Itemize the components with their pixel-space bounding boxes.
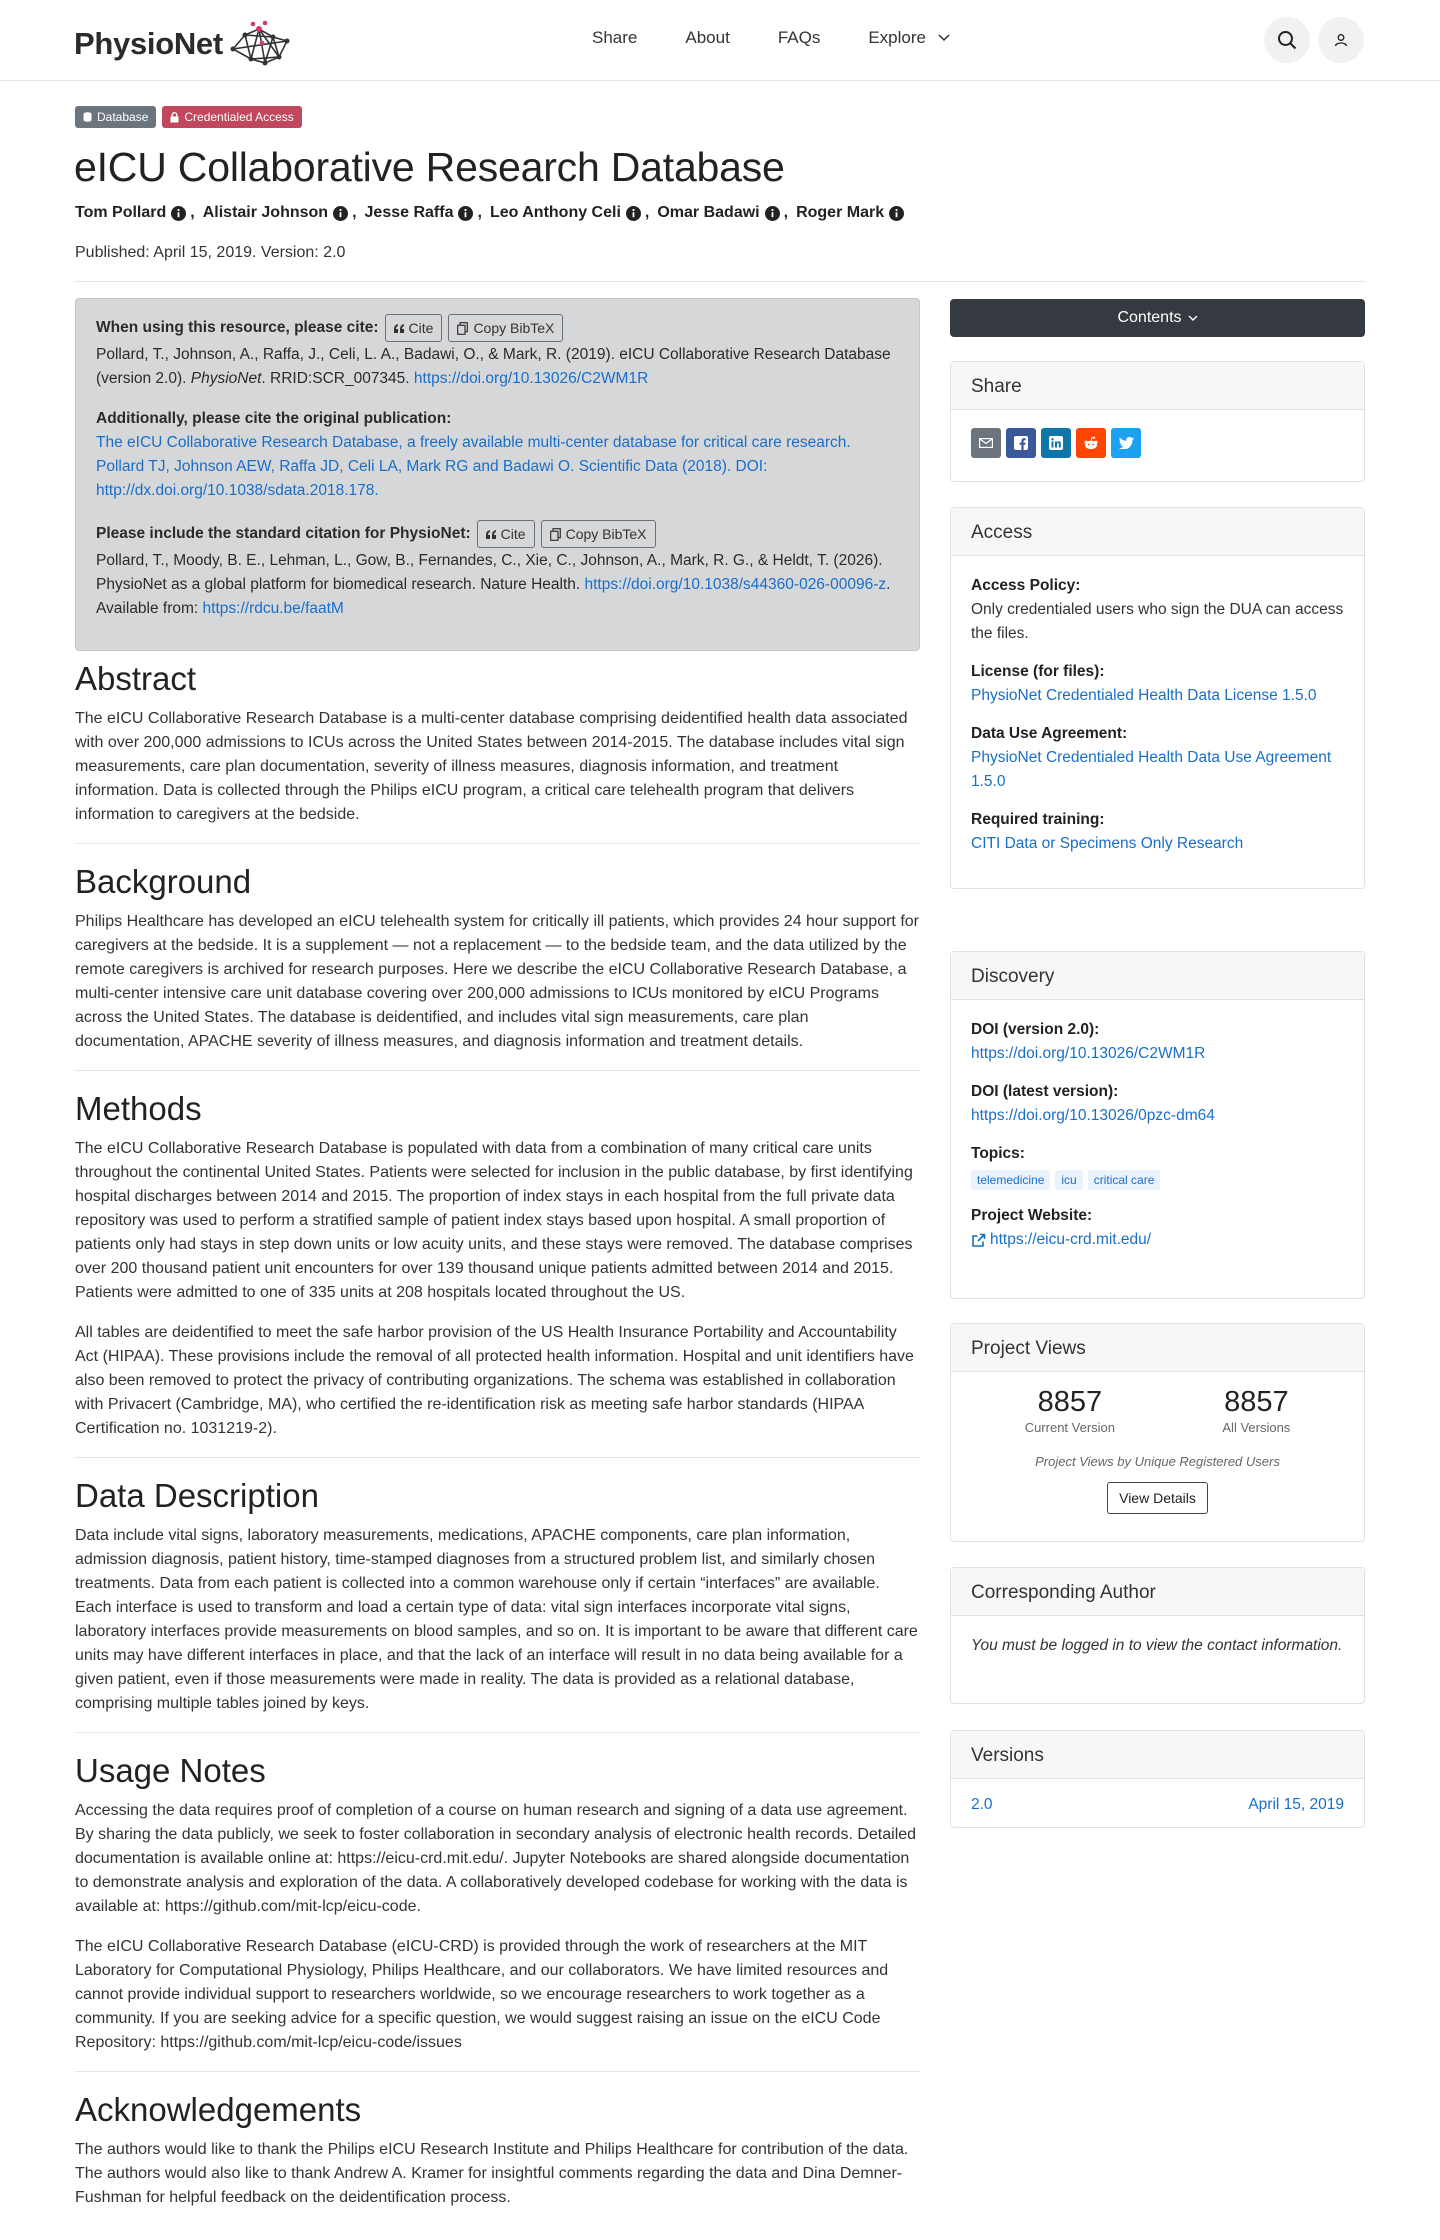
- background-heading: Background: [75, 863, 252, 900]
- cite-button-label: Cite: [500, 526, 526, 542]
- nav-about[interactable]: About: [685, 28, 730, 47]
- data-description-section: [75, 1477, 920, 1716]
- physionet-network-logo-icon: [229, 19, 293, 69]
- views-stats: [971, 1386, 1344, 1440]
- nav-explore[interactable]: [868, 28, 950, 48]
- current-views-count: 8857: [1037, 1386, 1103, 1418]
- background-text: Philips Healthcare has developed an eICU telehealth system for critically ill patients, which provides 24 hour support for caregivers at the bedside. It is a supplement — not a replacement — to the bedside team, and the data utilized by the remote caregivers is archived for research purposes. Here we describe the eICU Collaborative Research Database, a multi-center intensive care unit database covering over 200,000 admissions to ICUs monitored by eICU Programs across the United States. The database is deidentified, and includes vital sign measurements, care plan documentation, APACHE severity of illness measures, and diagnosis information and treatment details.: [75, 913, 919, 1050]
- copy-icon: [457, 322, 468, 335]
- share-twitter-button[interactable]: [1111, 428, 1141, 458]
- copy-bibtex-button[interactable]: [448, 314, 563, 342]
- discovery-card-title: Discovery: [951, 952, 1364, 1000]
- chevron-down-icon: [1188, 315, 1198, 322]
- views-note: Project Views by Unique Registered Users: [1035, 1454, 1280, 1469]
- twitter-icon: [1119, 437, 1134, 449]
- database-badge: [75, 106, 156, 128]
- share-email-button[interactable]: [971, 428, 1001, 458]
- credentialed-access-badge: [162, 106, 301, 128]
- quote-icon: [394, 324, 404, 333]
- page-title: eICU Collaborative Research Database: [74, 144, 785, 190]
- license-info: [971, 660, 1344, 708]
- doi-version-label: DOI (version 2.0):: [971, 1021, 1100, 1038]
- cite-button-label: Cite: [408, 320, 434, 336]
- data-description-heading: Data Description: [75, 1477, 319, 1514]
- copy-bibtex-button[interactable]: [541, 520, 656, 548]
- info-icon[interactable]: [626, 206, 641, 221]
- methods-heading: Methods: [75, 1090, 202, 1127]
- nav-faqs[interactable]: FAQs: [777, 28, 821, 47]
- linkedin-icon: [1049, 436, 1063, 450]
- nav-share[interactable]: Share: [592, 28, 638, 47]
- corresponding-author-title: Corresponding Author: [951, 1568, 1364, 1616]
- info-icon[interactable]: [333, 206, 348, 221]
- training-label: Required training:: [971, 811, 1105, 828]
- original-publication-link[interactable]: The eICU Collaborative Research Database, a freely available multi-center database for critical care research. Pollard TJ, Johnson AEW, Raffa JD, Celi LA, Mark RG and Badawi O. Scientific Data (2018). DOI: http://dx.doi.org/10.1038/sdata.2018.178.: [96, 434, 851, 499]
- search-button[interactable]: [1264, 17, 1310, 63]
- author-name: Tom Pollard: [75, 204, 167, 221]
- info-icon[interactable]: [171, 206, 186, 221]
- topics-info: [971, 1142, 1344, 1190]
- share-reddit-button[interactable]: [1076, 428, 1106, 458]
- citation-text-part: Pollard, T., Johnson, A., Raffa, J., Celi, L. A., Badawi, O., & Mark, R. (2019). eICU Collaborative Research Database (version 2.0).: [96, 346, 891, 387]
- login-required-note: You must be logged in to view the contact information.: [971, 1637, 1343, 1654]
- reddit-icon: [1083, 436, 1099, 450]
- training-link[interactable]: CITI Data or Specimens Only Research: [971, 835, 1244, 852]
- project-views-card: [950, 1323, 1365, 1542]
- available-from-text: . Available from:: [96, 576, 891, 617]
- project-website-url: https://eicu-crd.mit.edu/: [990, 1231, 1152, 1248]
- acknowledgements-text: The authors would like to thank the Philips eICU Research Institute and Philips Healthcare for contribution of the data. The authors would also like to thank Andrew A. Kramer for insightful comments regarding the data and Dina Demner-Fushman for helpful feedback on the deidentification process.: [75, 2141, 909, 2206]
- doi-latest-link[interactable]: https://doi.org/10.13026/0pzc-dm64: [971, 1107, 1215, 1124]
- info-icon[interactable]: [458, 206, 473, 221]
- contents-label: Contents: [1117, 309, 1182, 326]
- author-item[interactable]: [657, 204, 779, 222]
- all-views-label: All Versions: [1222, 1420, 1291, 1435]
- author-name: Jesse Raffa: [364, 204, 454, 221]
- citation-box: [75, 298, 920, 651]
- author-item[interactable]: [796, 204, 904, 222]
- author-name: Roger Mark: [796, 204, 885, 221]
- author-item[interactable]: [490, 204, 641, 222]
- share-linkedin-button[interactable]: [1041, 428, 1071, 458]
- version-number: 2.0: [971, 1796, 993, 1813]
- cite-header: [96, 313, 899, 343]
- website-info: [971, 1204, 1344, 1252]
- standard-citation-rdcu-link[interactable]: https://rdcu.be/faatM: [202, 600, 344, 617]
- website-label: Project Website:: [971, 1207, 1093, 1224]
- navbar: [0, 0, 1440, 81]
- author-item[interactable]: [75, 204, 186, 222]
- author-item[interactable]: [365, 204, 474, 222]
- doi-latest-info: [971, 1080, 1344, 1128]
- copy-bibtex-label: Copy BibTeX: [565, 526, 647, 542]
- external-link-icon: [971, 1233, 986, 1248]
- author-name: Alistair Johnson: [202, 204, 329, 221]
- abstract-section: [75, 660, 920, 827]
- standard-citation-doi-link[interactable]: https://doi.org/10.1038/s44360-026-00096-z: [584, 576, 887, 593]
- facebook-icon: [1014, 436, 1028, 450]
- share-facebook-button[interactable]: [1006, 428, 1036, 458]
- author-item[interactable]: [203, 204, 348, 222]
- standard-citation-part: Pollard, T., Moody, B. E., Lehman, L., Gow, B., Fernandes, C., Xie, C., Johnson, A., Mark, R. G., & Heldt, T. (2026). PhysioNet as a global platform for biomedical research. Nature Health.: [96, 552, 883, 593]
- database-badge-label: Database: [97, 110, 149, 124]
- citation-journal: PhysioNet: [190, 370, 262, 387]
- dua-label: Data Use Agreement:: [971, 725, 1128, 742]
- all-versions-views: [1222, 1386, 1291, 1440]
- nav-explore-label: Explore: [868, 28, 926, 47]
- user-icon: [1334, 33, 1348, 47]
- all-views-count: 8857: [1224, 1386, 1289, 1418]
- background-section: [75, 863, 920, 1054]
- discovery-card: [950, 951, 1365, 1299]
- database-icon: [83, 112, 92, 122]
- abstract-text: The eICU Collaborative Research Database is a multi-center database comprising deidentified health data associated with over 200,000 admissions to ICUs across the United States between 2014-2015. The database includes vital sign measurements, care plan documentation, severity of illness measures, diagnosis information, and treatment information. Data is collected through the Philips eICU program, a critical care telehealth program that delivers information to caregivers at the bedside.: [75, 710, 908, 823]
- methods-section: [75, 1090, 920, 1441]
- divider: [75, 1732, 920, 1733]
- author-list: Tom Pollard , Alistair Johnson , Jesse Raffa , Leo Anthony Celi , Omar Badawi , Roger Mark: [75, 204, 904, 222]
- topic-list: [971, 1170, 1344, 1190]
- acknowledgements-section: [75, 2091, 920, 2210]
- citation-rrid: . RRID:SCR_007345.: [261, 370, 414, 387]
- data-description-text: Data include vital signs, laboratory measurements, medications, APACHE components, care plan information, admission diagnosis, patient history, time-stamped diagnoses from a structured problem list, and similarly chosen treatments. Data from each patient is collected into a common warehouse only if certain “interfaces” are available. Each interface is used to transform and load a certain type of data: vital sign interfaces incorporate vital signs, laboratory interfaces provide measurements on blood samples, and so on. It is important to be aware that different care units may have different interfaces in place, and that the lack of an interface will result in no data being available for a given patient, even if those measurements were made in reality. The data is provided as a relational database, comprising multiple tables joined by keys.: [75, 1527, 918, 1712]
- doi-version-link[interactable]: https://doi.org/10.13026/C2WM1R: [971, 1045, 1206, 1062]
- license-link[interactable]: PhysioNet Credentialed Health Data License 1.5.0: [971, 687, 1317, 704]
- cite-button[interactable]: [477, 520, 535, 548]
- usage-notes-text: Accessing the data requires proof of completion of a course on human research and signing of a data use agreement. By sharing the data publicly, we seek to foster collaboration in secondary analysis of electronic health records. Detailed documentation is available online at: https://eicu-crd.mit.edu/. Jupyter Notebooks are shared alongside documentation to demonstrate analysis and exploration of the data. A collaboratively developed codebase for working with the data is available at: https://github.com/mit-lcp/eicu-code.: [75, 1802, 917, 1915]
- topic-tag[interactable]: critical care: [1088, 1170, 1161, 1190]
- standard-citation-header: [96, 519, 899, 549]
- main-nav: [592, 28, 998, 48]
- info-icon[interactable]: [765, 206, 780, 221]
- versions-card: [950, 1730, 1365, 1828]
- brand-name: PhysioNet: [74, 26, 223, 61]
- author-name: Leo Anthony Celi: [489, 204, 621, 221]
- access-policy-text: Only credentialed users who sign the DUA can access the files.: [971, 601, 1344, 642]
- citation-doi-link[interactable]: https://doi.org/10.13026/C2WM1R: [413, 370, 649, 387]
- access-policy-label: Access Policy:: [971, 577, 1081, 594]
- lock-icon: [170, 112, 179, 123]
- credentialed-badge-label: Credentialed Access: [184, 110, 294, 124]
- current-views-label: Current Version: [1024, 1420, 1116, 1435]
- search-icon: [1277, 30, 1297, 50]
- abstract-heading: Abstract: [75, 660, 197, 697]
- dua-info: [971, 722, 1344, 794]
- standard-citation-label: Please include the standard citation for PhysioNet:: [96, 525, 471, 542]
- access-policy: [971, 574, 1344, 646]
- divider: [75, 843, 920, 844]
- doi-version-info: [971, 1018, 1344, 1066]
- project-views-title: Project Views: [951, 1324, 1364, 1372]
- cite-button[interactable]: [385, 314, 443, 342]
- cite-label: When using this resource, please cite:: [96, 319, 379, 336]
- share-card-title: Share: [951, 362, 1364, 410]
- access-card-title: Access: [951, 508, 1364, 556]
- license-label: License (for files):: [971, 663, 1105, 680]
- methods-text: All tables are deidentified to meet the safe harbor provision of the US Health Insurance Portability and Accountability Act (HIPAA). These provisions include the removal of all protected health information. Hospital and unit identifiers have also been removed to protect the privacy of contributing organizations. The schema was established in collaboration with Privacert (Cambridge, MA), who certified the re-identification risk as meeting safe harbor standards (HIPAA Certification no. 1031219-2).: [75, 1324, 914, 1437]
- corresponding-author-card: [950, 1567, 1365, 1704]
- citation-text: [96, 343, 899, 391]
- brand-logo-link[interactable]: [74, 19, 293, 69]
- dua-link[interactable]: PhysioNet Credentialed Health Data Use Agreement 1.5.0: [971, 749, 1332, 790]
- project-badges: [75, 106, 302, 128]
- usage-notes-text: The eICU Collaborative Research Database (eICU-CRD) is provided through the work of researchers at the MIT Laboratory for Computational Physiology, Philips Healthcare, and our collaborators. We have limited resources and cannot provide individual support to researchers worldwide, so we encourage researchers to work together as a community. If you are seeking advice for a specific question, we would suggest raising an issue on the eICU Code Repository: https://github.com/mit-lcp/eicu-code/issues: [75, 1938, 889, 2051]
- original-publication-label: Additionally, please cite the original publication:: [96, 410, 452, 427]
- info-icon[interactable]: [889, 206, 904, 221]
- access-card: [950, 507, 1365, 889]
- divider: [75, 2071, 920, 2072]
- training-info: [971, 808, 1344, 856]
- view-details-button[interactable]: View Details: [1107, 1482, 1208, 1514]
- doi-latest-label: DOI (latest version):: [971, 1083, 1119, 1100]
- copy-icon: [550, 528, 561, 541]
- copy-bibtex-label: Copy BibTeX: [473, 320, 555, 336]
- divider: [75, 1070, 920, 1071]
- standard-citation-text: [96, 549, 899, 621]
- topic-tag[interactable]: icu: [1055, 1170, 1082, 1190]
- divider: [75, 1457, 920, 1458]
- usage-notes-heading: Usage Notes: [75, 1752, 266, 1789]
- main-content: [75, 660, 920, 2226]
- share-buttons: [971, 424, 1344, 458]
- account-button[interactable]: [1318, 17, 1364, 63]
- version-row[interactable]: [971, 1793, 1344, 1817]
- quote-icon: [486, 530, 496, 539]
- methods-text: The eICU Collaborative Research Database is populated with data from a combination of many critical care units throughout the continental United States. Patients were selected for inclusion in the public database, by first identifying hospital discharges between 2014 and 2015. The proportion of index stays in each hospital from the full private data repository was used to perform a stratified sample of patient index stays based upon hospital. A small proportion of patients only had stays in step down units or low acuity units, and these stays were removed. The database comprises over 200 thousand patient unit encounters for over 139 thousand unique patients admitted between 2014 and 2015. Patients were admitted to one of 335 units at 208 hospitals located throughout the US.: [75, 1140, 913, 1301]
- contents-dropdown-button[interactable]: [950, 299, 1365, 337]
- author-name: Omar Badawi: [657, 204, 760, 221]
- divider: [75, 281, 1365, 282]
- share-card: [950, 361, 1365, 482]
- project-website-link[interactable]: [971, 1228, 1344, 1252]
- chevron-down-icon: [938, 34, 950, 42]
- published-info: Published: April 15, 2019. Version: 2.0: [75, 244, 346, 261]
- version-date: April 15, 2019: [1248, 1796, 1344, 1813]
- versions-title: Versions: [951, 1731, 1364, 1779]
- envelope-icon: [979, 438, 993, 448]
- usage-notes-section: [75, 1752, 920, 2055]
- acknowledgements-heading: Acknowledgements: [75, 2091, 362, 2128]
- topics-label: Topics:: [971, 1145, 1025, 1162]
- current-version-views: [1024, 1386, 1116, 1440]
- topic-tag[interactable]: telemedicine: [971, 1170, 1050, 1190]
